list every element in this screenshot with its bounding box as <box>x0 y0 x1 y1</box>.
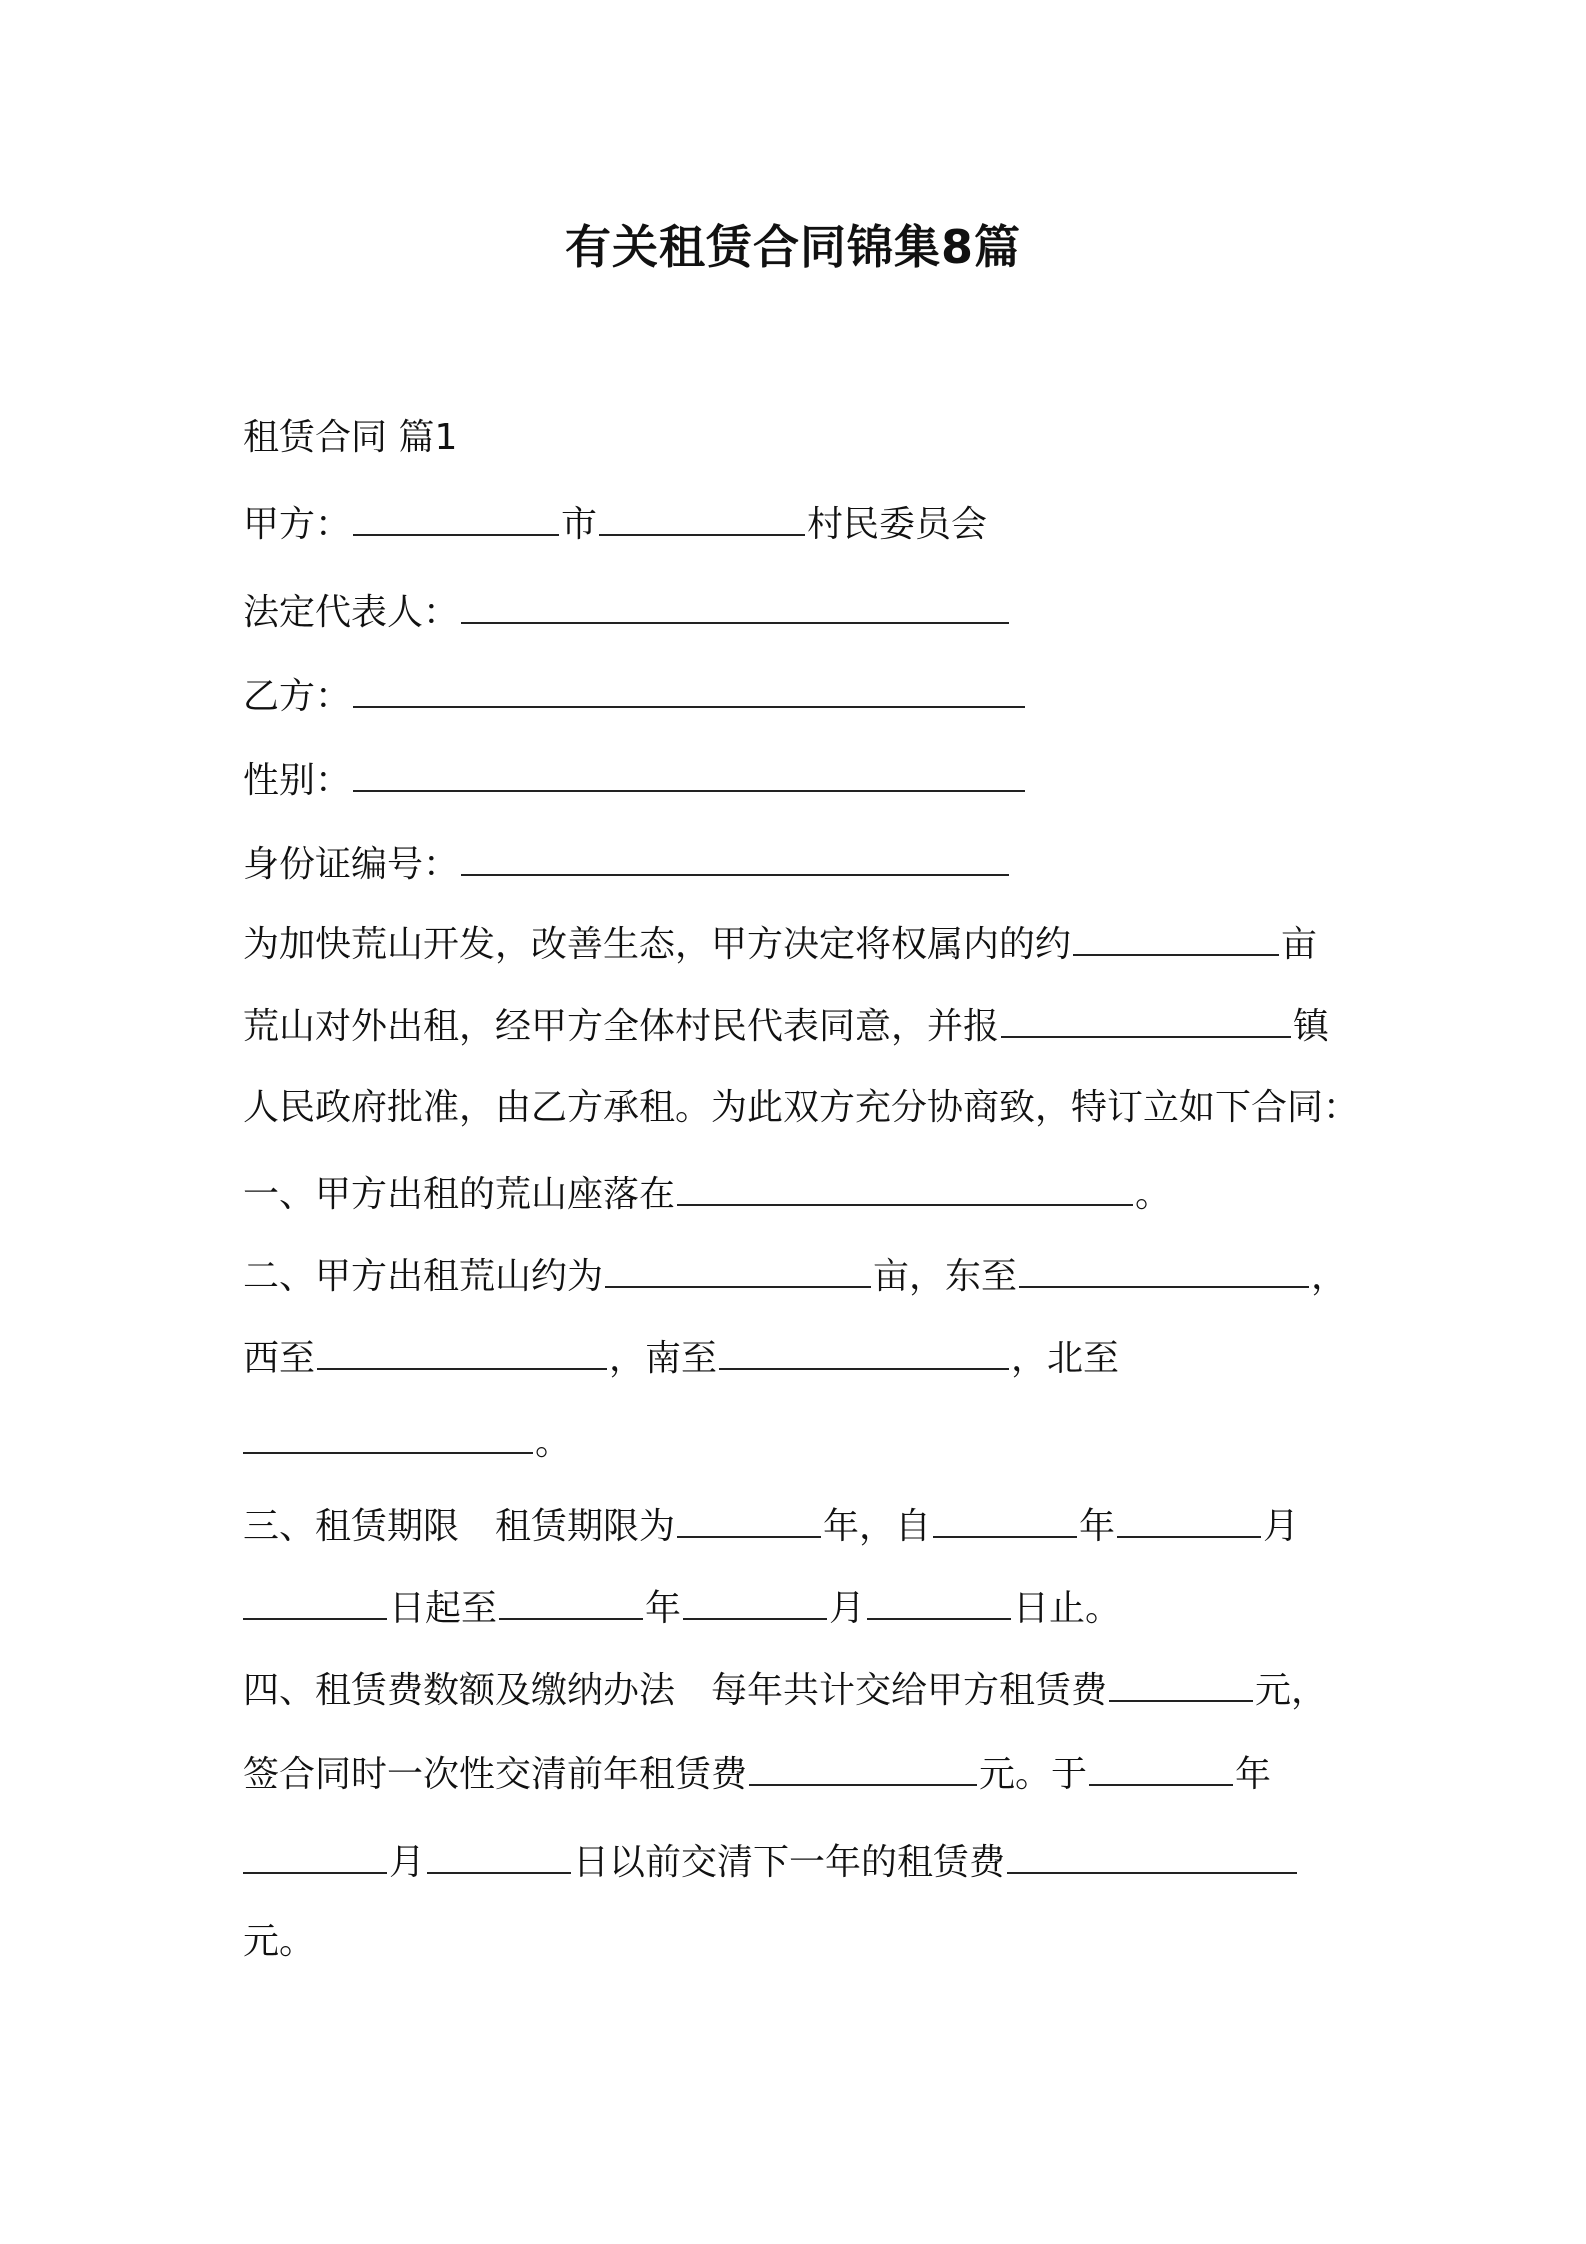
clause-2-south: ，南至 <box>609 1338 718 1379</box>
west-boundary-blank <box>317 1328 607 1370</box>
clause-3-year: 年 <box>1079 1506 1116 1547</box>
section-heading: 租赁合同 篇1 <box>243 417 458 458</box>
clause-4-sign: 签合同时一次性交清前年租赁费 <box>243 1754 748 1795</box>
gender-line <box>243 750 1027 809</box>
clause-4-line-4: 元。 <box>243 1921 316 1962</box>
party-b-label: 乙方： <box>243 676 352 717</box>
term-years-blank <box>677 1496 821 1538</box>
north-boundary-blank <box>243 1412 533 1454</box>
first-year-fee-blank <box>749 1744 977 1786</box>
clause-3-until: 日起至 <box>389 1588 498 1629</box>
clause-2-west: 西至 <box>243 1338 316 1379</box>
legal-rep-label: 法定代表人： <box>243 592 460 633</box>
intro-unit-town: 镇 <box>1293 1006 1330 1047</box>
annual-fee-blank <box>1109 1660 1253 1702</box>
clause-3-line-2 <box>243 1578 1121 1637</box>
clause-4-line-2 <box>243 1744 1271 1803</box>
gender-blank <box>353 750 1025 792</box>
next-year-fee-blank <box>1007 1832 1297 1874</box>
clause-2-line-3 <box>243 1412 571 1471</box>
id-number-label: 身份证编号： <box>243 844 460 885</box>
party-a-line <box>243 494 987 553</box>
east-boundary-blank <box>1019 1246 1309 1288</box>
clause-3-end: 日止。 <box>1013 1588 1122 1629</box>
clause-2-comma: ， <box>1311 1256 1348 1297</box>
south-boundary-blank <box>719 1328 1009 1370</box>
clause-1-end: 。 <box>1135 1174 1172 1215</box>
clause-2-north: ，北至 <box>1011 1338 1120 1379</box>
intro-unit-mu: 亩 <box>1281 924 1318 965</box>
intro-line-3: 人民政府批准，由乙方承租。为此双方充分协商致，特订立如下合同： <box>243 1087 1360 1128</box>
end-month-blank <box>683 1578 827 1620</box>
clause-4-yuan: 元， <box>1255 1670 1328 1711</box>
clause-3-end-month: 月 <box>829 1588 866 1629</box>
end-day-blank <box>867 1578 1011 1620</box>
rent-area-blank <box>605 1246 871 1288</box>
clause-2-text: 二、甲方出租荒山约为 <box>243 1256 604 1297</box>
clause-2-line-2 <box>243 1328 1119 1387</box>
clause-2-line-1 <box>243 1246 1347 1305</box>
clause-4-line-3 <box>243 1832 1299 1891</box>
intro-text-2: 荒山对外出租，经甲方全体村民代表同意，并报 <box>243 1006 1000 1047</box>
clause-4-next: 日以前交清下一年的租赁费 <box>573 1842 1006 1883</box>
clause-3-line-1 <box>243 1496 1299 1555</box>
intro-line-1 <box>243 914 1317 973</box>
party-b-blank <box>353 666 1025 708</box>
intro-line-2 <box>243 996 1329 1055</box>
clause-2-east: 亩，东至 <box>873 1256 1018 1297</box>
clause-3-month: 月 <box>1263 1506 1300 1547</box>
party-b-line <box>243 666 1027 725</box>
id-number-line <box>243 834 1011 893</box>
party-a-suffix: 村民委员会 <box>807 504 988 545</box>
party-a-city-blank <box>353 494 559 536</box>
legal-rep-line <box>243 582 1011 641</box>
clause-3-text: 三、租赁期限 租赁期限为 <box>243 1506 676 1547</box>
town-blank <box>1001 996 1291 1038</box>
clause-1-text: 一、甲方出租的荒山座落在 <box>243 1174 676 1215</box>
start-year-blank <box>933 1496 1077 1538</box>
party-a-village-blank <box>599 494 805 536</box>
clause-1 <box>243 1164 1171 1223</box>
end-year-blank <box>499 1578 643 1620</box>
pay-day-blank <box>427 1832 571 1874</box>
start-month-blank <box>1117 1496 1261 1538</box>
start-day-blank <box>243 1578 387 1620</box>
pay-month-blank <box>243 1832 387 1874</box>
id-number-blank <box>461 834 1009 876</box>
party-a-prefix: 甲方： <box>243 504 352 545</box>
party-a-mid: 市 <box>561 504 598 545</box>
clause-3-end-year: 年 <box>645 1588 682 1629</box>
clause-4-year: 年 <box>1235 1754 1272 1795</box>
pay-year-blank <box>1089 1744 1233 1786</box>
gender-label: 性别： <box>243 760 352 801</box>
area-blank <box>1073 914 1279 956</box>
location-blank <box>677 1164 1133 1206</box>
intro-text-1: 为加快荒山开发，改善生态，甲方决定将权属内的约 <box>243 924 1072 965</box>
clause-3-from: 年，自 <box>823 1506 932 1547</box>
clause-4-text: 四、租赁费数额及缴纳办法 每年共计交给甲方租赁费 <box>243 1670 1108 1711</box>
clause-4-month: 月 <box>389 1842 426 1883</box>
clause-4-line-1 <box>243 1660 1327 1719</box>
document-title: 有关租赁合同锦集8篇 <box>564 220 1021 274</box>
legal-rep-blank <box>461 582 1009 624</box>
clause-2-end: 。 <box>535 1422 572 1463</box>
clause-4-by: 元。于 <box>979 1754 1088 1795</box>
